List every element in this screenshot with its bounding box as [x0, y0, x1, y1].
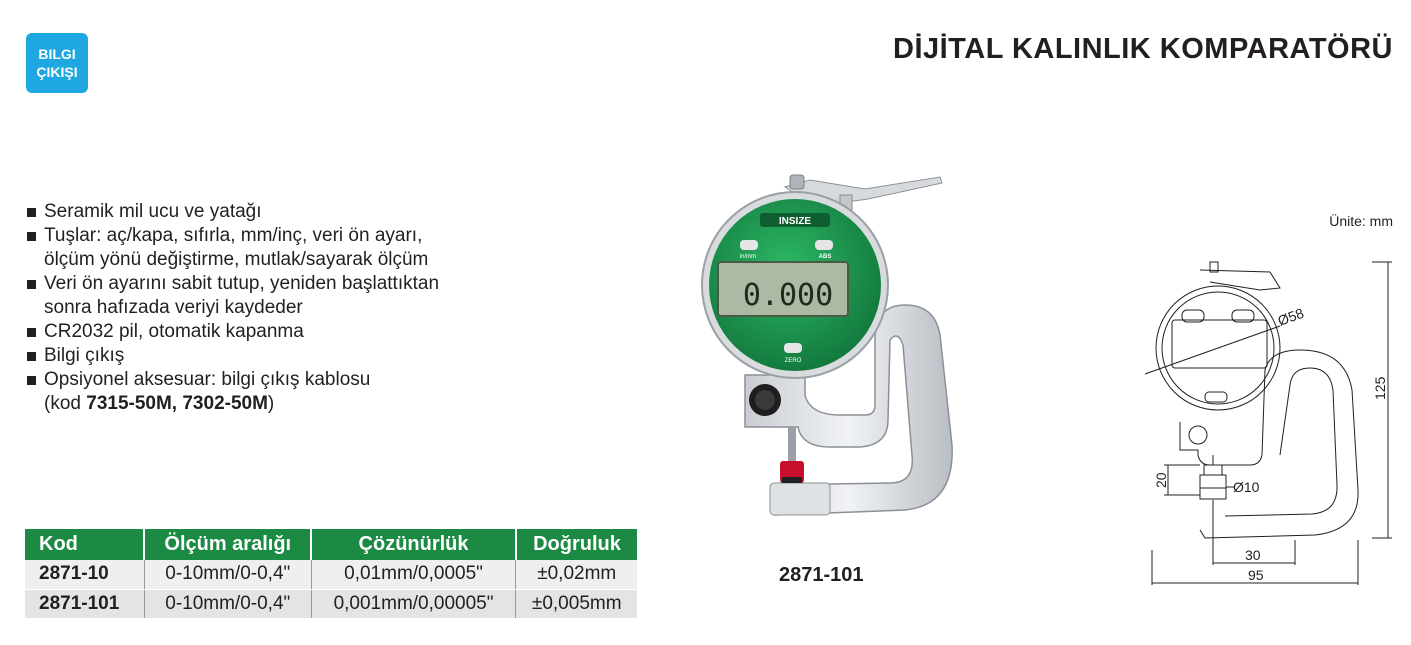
- feature-item: Bilgi çıkış: [26, 344, 439, 368]
- header-code: Kod: [25, 529, 144, 560]
- feature-list: [26, 200, 439, 416]
- thickness-gauge-image: [690, 165, 990, 535]
- unit-label: Ünite: mm: [1329, 213, 1393, 229]
- product-model-label: 2871-101: [779, 564, 864, 586]
- feature-item: Seramik mil ucu ve yatağı: [26, 200, 439, 224]
- table-row: [25, 589, 637, 618]
- cell-accuracy: ±0,02mm: [516, 560, 637, 589]
- lcd-reading: 0.000: [742, 278, 834, 313]
- cell-code: 2871-10: [25, 560, 144, 589]
- anvil-diameter-dimension: Ø10: [1233, 479, 1260, 495]
- width-dimension: 95: [1248, 567, 1264, 583]
- zero-label: ZERO: [784, 358, 802, 364]
- info-output-badge: [26, 33, 88, 93]
- zero-button[interactable]: [784, 343, 802, 353]
- cell-range: 0-10mm/0-0,4": [144, 560, 311, 589]
- brand-logo: INSIZE: [778, 216, 812, 227]
- table-row: [25, 560, 637, 589]
- feature-item: CR2032 pil, otomatik kapanma: [26, 320, 439, 344]
- throat-dimension: 20: [1153, 472, 1169, 488]
- cell-range: 0-10mm/0-0,4": [144, 589, 311, 618]
- in-mm-button[interactable]: [740, 240, 758, 250]
- cell-code: 2871-101: [25, 589, 144, 618]
- feature-item: Tuşlar: aç/kapa, sıfırla, mm/inç, veri ön ayarı, ölçüm yönü değiştirme, mutlak/sayarak ölçüm: [26, 224, 439, 272]
- height-dimension: 125: [1372, 376, 1388, 400]
- header-range: Ölçüm aralığı: [144, 529, 311, 560]
- spec-table: [25, 529, 637, 619]
- badge-line-2: ÇIKIŞI: [36, 64, 78, 80]
- feature-item: Veri ön ayarını sabit tutup, yeniden başlattıktan sonra hafızada veriyi kaydeder: [26, 272, 439, 320]
- cell-accuracy: ±0,005mm: [516, 589, 637, 618]
- page-title: DİJİTAL KALINLIK KOMPARATÖRÜ: [893, 33, 1393, 65]
- abs-label: ABS: [818, 254, 832, 260]
- technical-drawing: [1140, 250, 1400, 595]
- table-header-row: [25, 529, 637, 560]
- feature-item: Opsiyonel aksesuar: bilgi çıkış kablosu (kod 7315-50M, 7302-50M): [26, 368, 439, 416]
- badge-line-1: BILGI: [38, 46, 76, 62]
- depth-dimension: 30: [1245, 547, 1261, 563]
- header-resolution: Çözünürlük: [311, 529, 516, 560]
- cell-resolution: 0,01mm/0,0005": [311, 560, 516, 589]
- abs-button[interactable]: [815, 240, 833, 250]
- dial-diameter-dimension: Ø58: [1275, 304, 1306, 329]
- in-mm-label: in/mm: [739, 254, 757, 260]
- header-accuracy: Doğruluk: [516, 529, 637, 560]
- cell-resolution: 0,001mm/0,00005": [311, 589, 516, 618]
